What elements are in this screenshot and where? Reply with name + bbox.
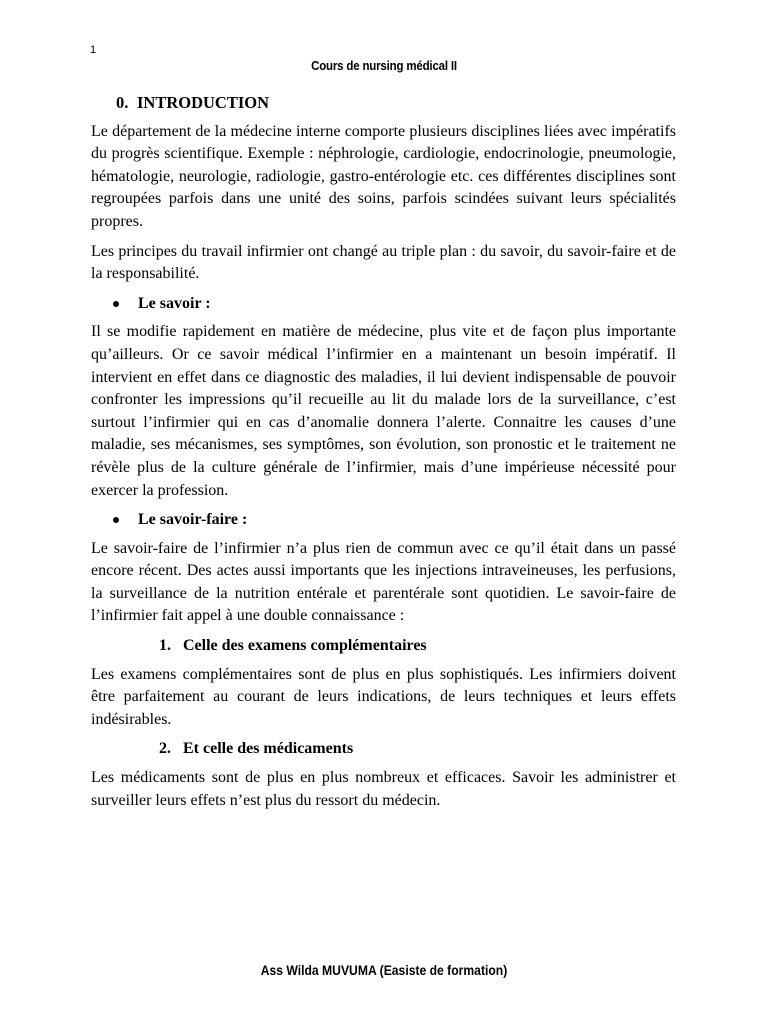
- running-header: Cours de nursing médical II: [311, 59, 457, 73]
- bullet-heading-savoir: [113, 293, 676, 316]
- bullet-icon: [113, 517, 119, 523]
- savoir-paragraph: Il se modifie rapidement en matière de médecine, plus vite et de façon plus importante qu’ailleurs. Or ce savoir médical l’infirmier en a maintenant un besoin impératif. Il intervient en effet dans ce diagnostic des maladies, il lui devient indispensable de pouvoir confronter les impressions qu’il recueille au lit du malade lors de la surveillance, c’est surtout l’infirmier qui en cas d’anomalie donnera l’alerte. Connaitre les causes d’une maladie, ses mécanismes, ses symptômes, son évolution, son pronostic et le traitement ne révèle plus de la culture générale de l’infirmier, mais d’une impérieuse nécessité pour exercer la profession.: [91, 323, 676, 499]
- bullet-heading-savoir-faire: [113, 509, 676, 532]
- heading-number: 0.: [116, 93, 129, 112]
- medicaments-paragraph: Les médicaments sont de plus en plus nombreux et efficaces. Savoir les administrer et surveiller leurs effets n’est plus du ressort du médecin.: [91, 769, 676, 809]
- examens-paragraph: Les examens complémentaires sont de plus en plus sophistiqués. Les infirmiers doivent être parfaitement au courant de leurs indications, de leurs techniques et leurs effets indésirables.: [91, 665, 676, 728]
- numbered-heading-examens: [159, 635, 676, 658]
- intro-paragraph: Les principes du travail infirmier ont changé au triple plan : du savoir, du savoir-faire et de la responsabilité.: [91, 242, 676, 283]
- item-number: 1.: [159, 637, 171, 655]
- section-heading-introduction: [116, 92, 676, 115]
- savoir-faire-paragraph: Le savoir-faire de l’infirmier n’a plus rien de commun avec ce qu’il était dans un passé encore récent. Des actes aussi importants que les injections intraveineuses, les perfusions, la surveillance de la nutrition entérale et parentérale sont quotidien. Le savoir-faire de l’infirmier fait appel à une double connaissance :: [91, 539, 676, 625]
- item-number: 2.: [159, 740, 171, 758]
- item-title: Et celle des médicaments: [183, 740, 354, 758]
- page-footer: Ass Wilda MUVUMA (Easiste de formation): [260, 963, 508, 978]
- page-number: 1: [90, 44, 97, 56]
- document-body: [91, 92, 676, 819]
- numbered-heading-medicaments: [159, 738, 676, 761]
- heading-title: INTRODUCTION: [137, 93, 270, 112]
- item-title: Celle des examens complémentaires: [183, 637, 427, 655]
- bullet-title: Le savoir-faire :: [138, 511, 248, 529]
- bullet-icon: [113, 301, 119, 307]
- bullet-title: Le savoir :: [138, 294, 211, 312]
- intro-paragraph: Le département de la médecine interne comporte plusieurs disciplines liées avec impératifs du progrès scientifique. Exemple : néphrologie, cardiologie, endocrinologie, pneumologie, hématologie, neurologie, radiologie, gastro-entérologie etc. ces différentes disciplines sont regroupées parfois dans une unité des soins, parfois scindées suivant leurs spécialités propres.: [91, 122, 676, 230]
